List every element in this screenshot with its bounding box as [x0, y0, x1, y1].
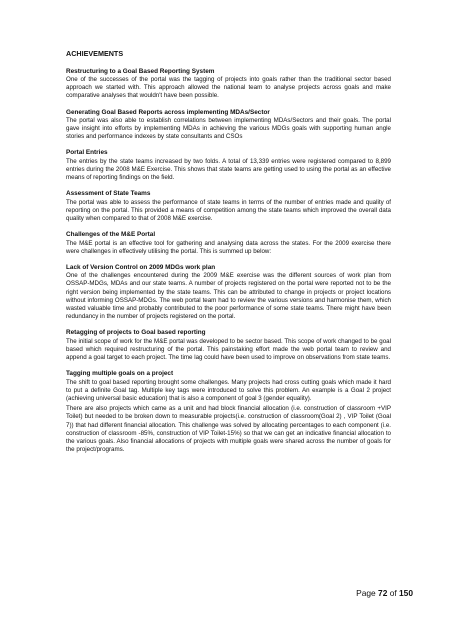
- total-pages: 150: [399, 588, 413, 598]
- document-section: [66, 190, 391, 223]
- section-heading: Assessment of State Teams: [66, 190, 151, 198]
- page-title: ACHIEVEMENTS: [66, 49, 124, 58]
- page-footer: [356, 588, 413, 598]
- section-heading: Portal Entries: [66, 149, 108, 157]
- document-section: [66, 68, 391, 101]
- section-paragraph: There are also projects which came as a unit and had block financial allocation (i.e. construction of classroom +VIP Toilet) but needed to be broken down to measurable projects(i.e. construction of classroom(Goal 2) , VIP Toilet (Goal 7)) that had different financial allocation. This challenge was solved by allocating percentages to each component (i.e. construction of classroom -85%, construction of VIP Toilet-15%) so that we can get an indicative financial allocation to the various goals. Also financial allocations of projects with multiple goals were shared across the number of goals for the project/programs.: [66, 405, 391, 454]
- section-heading: Lack of Version Control on 2009 MDGs work plan: [66, 263, 216, 271]
- section-paragraph: One of the challenges encountered during the 2009 M&E exercise was the different sources of work plan from OSSAP-MDGs, MDAs and our state teams. A number of projects registered on the portal were reported not to be the right version being implemented by the state teams. This can be attributed to change in projects or project locations without informing OSSAP-MDGs. The web portal team had to review the various versions and harmonise them, which wasted valuable time and probably contributed to the poor performance of some state teams. There might have been redundancy in the number of projects registered on the portal.: [66, 272, 391, 321]
- of-word: of: [389, 588, 397, 598]
- page-number: 72: [378, 588, 388, 598]
- document-section: [66, 370, 391, 454]
- document-section: [66, 149, 391, 182]
- section-paragraph: The portal was able to assess the performance of state teams in terms of the number of entries made and quality of reporting on the portal. This provided a means of competition among the state teams which improved the overall data quality when compared to that of 2008 M&E exercise.: [66, 198, 391, 223]
- document-section: [66, 264, 391, 321]
- sections-container: [66, 68, 391, 455]
- document-section: [66, 329, 391, 362]
- section-paragraph: The portal was also able to establish correlations between implementing MDAs/Sectors and their goals. The portal gave insight into efforts by implementing MDAs in achieving the various MDGs goals with supporting human angle stories and performance indexes by state consultants and CSOs: [66, 116, 391, 141]
- section-paragraph: The entries by the state teams increased by two folds. A total of 13,339 entries were registered compared to 8,899 entries during the 2008 M&E Exercise. This shows that state teams are getting used to using the portal as an effective means of reporting findings on the field.: [66, 157, 391, 182]
- section-paragraph: The M&E portal is an effective tool for gathering and analysing data across the states. For the 2009 exercise there were challenges in effectively utilising the portal. This is summed up below:: [66, 239, 391, 255]
- document-body: [66, 50, 391, 462]
- page-word: Page: [356, 588, 376, 598]
- document-section: [66, 231, 391, 256]
- section-paragraph: One of the successes of the portal was the tagging of projects into goals rather than the traditional sector based approach we started with. This approach allowed the national team to analyse projects across goals and make comparative analyses that wouldn't have been possible.: [66, 75, 391, 100]
- section-heading: Restructuring to a Goal Based Reporting System: [66, 67, 215, 75]
- section-paragraph: The initial scope of work for the M&E portal was developed to be sector based. This scope of work changed to be goal based which required restructuring of the portal. This painstaking effort made the web portal team to review and append a goal target to each project. The time lag could have been used to improve on observations from state teams.: [66, 337, 391, 362]
- section-heading: Challenges of the M&E Portal: [66, 231, 156, 239]
- document-section: [66, 109, 391, 142]
- section-heading: Generating Goal Based Reports across implementing MDAs/Sector: [66, 108, 270, 116]
- section-heading: Retagging of projects to Goal based reporting: [66, 329, 206, 337]
- section-heading: Tagging multiple goals on a project: [66, 370, 174, 378]
- section-paragraph: The shift to goal based reporting brought some challenges. Many projects had cross cutting goals which made it hard to put a definite Goal tag. Multiple key tags were introduced to solve this problem. An example is a Goal 2 project (achieving universal basic education) that is also a component of goal 3 (gender equality).: [66, 378, 391, 402]
